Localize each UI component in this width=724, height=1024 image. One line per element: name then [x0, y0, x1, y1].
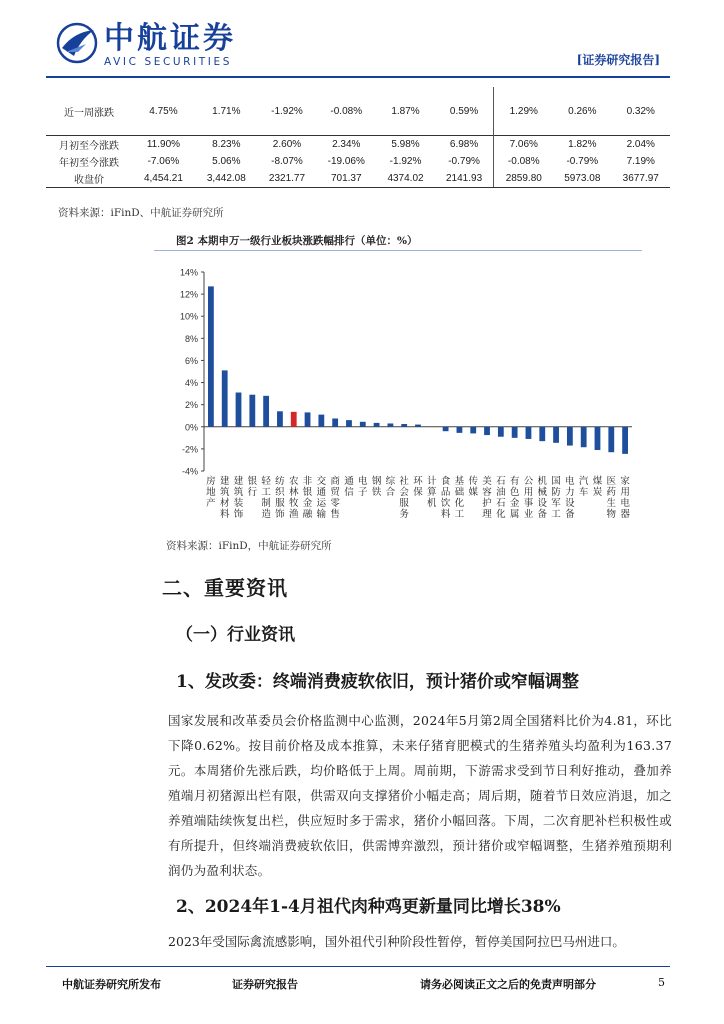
category-label: 农 — [288, 476, 299, 487]
table-cell: -1.92% — [389, 156, 422, 167]
bar — [457, 427, 463, 433]
category-label: 金 — [509, 498, 520, 509]
category-label: 环 — [413, 476, 423, 487]
category-label: 综 — [385, 476, 396, 487]
category-label: 用 — [523, 487, 534, 498]
table-cell: 2.04% — [612, 136, 670, 154]
category-label: 产 — [206, 498, 216, 509]
table-cell: -19.06% — [327, 156, 365, 167]
category-label: 化 — [496, 509, 506, 520]
category-label: 地 — [206, 487, 216, 498]
category-label: 造 — [261, 509, 271, 520]
category-label: 运 — [316, 498, 327, 509]
bar — [581, 427, 587, 447]
category-label: 国 — [551, 476, 561, 487]
category-label: 料 — [440, 509, 451, 520]
category-label: 媒 — [468, 487, 478, 498]
category-label: 装 — [233, 498, 244, 509]
y-tick-label: 12% — [179, 289, 198, 300]
category-label: 保 — [413, 487, 423, 498]
category-label: 钢 — [371, 476, 382, 487]
category-label: 理 — [482, 509, 492, 520]
category-label: 制 — [261, 498, 271, 509]
y-tick-label: 2% — [184, 400, 198, 411]
category-label: 用 — [620, 487, 630, 498]
category-label: 工 — [551, 509, 561, 520]
bar — [208, 286, 214, 426]
bar — [484, 427, 490, 435]
category-label: 筑 — [233, 487, 244, 498]
table-cell: 4374.02 — [376, 170, 434, 188]
category-label: 材 — [219, 498, 230, 509]
category-label: 务 — [399, 509, 409, 520]
footer-divider — [46, 966, 670, 967]
category-label: 军 — [551, 498, 561, 509]
section-heading: 二、重要资讯 — [162, 576, 288, 600]
category-label: 铁 — [371, 487, 382, 498]
table-cell: 7.06% — [494, 136, 553, 154]
category-label: 设 — [565, 498, 575, 509]
category-label: 础 — [454, 487, 465, 498]
category-label: 力 — [565, 487, 575, 498]
table-cell: 6.98% — [435, 136, 494, 154]
bar — [332, 418, 338, 426]
table-cell: 3,442.08 — [195, 170, 258, 188]
report-tag: [证券研究报告] — [576, 53, 660, 67]
bar — [374, 423, 380, 427]
bar — [222, 370, 228, 426]
y-tick-label: 10% — [179, 311, 198, 322]
category-label: 色 — [509, 487, 520, 498]
table-cell: 5.98% — [376, 136, 434, 154]
bar — [387, 423, 393, 426]
bar — [249, 395, 255, 427]
category-label: 纺 — [275, 476, 285, 487]
category-label: 会 — [399, 487, 409, 498]
category-label: 银 — [302, 487, 313, 498]
category-label: 输 — [316, 509, 327, 520]
y-tick-label: -4% — [181, 466, 198, 477]
category-label: 电 — [565, 476, 575, 487]
category-label: 石 — [496, 476, 506, 487]
bar — [346, 420, 352, 427]
category-label: 通 — [344, 476, 354, 487]
table-cell: 2.60% — [258, 136, 316, 154]
footer-report-type: 证券研究报告 — [232, 978, 298, 991]
category-label: 事 — [523, 498, 534, 509]
category-label: 子 — [358, 487, 368, 498]
bar — [360, 422, 366, 427]
bar — [236, 393, 242, 427]
row-label: 年初至今涨跌 — [59, 158, 119, 169]
category-label: 食 — [440, 476, 451, 487]
table-cell: 5.06% — [212, 156, 241, 167]
bar — [553, 427, 559, 443]
category-label: 煤 — [592, 476, 603, 487]
row-label: 月初至今涨跌 — [46, 136, 132, 154]
category-label: 公 — [523, 476, 534, 487]
bar — [401, 424, 407, 427]
table-cell: 2141.93 — [435, 170, 494, 188]
category-label: 饮 — [440, 498, 451, 509]
table-cell: 11.90% — [132, 136, 195, 154]
category-label: 轻 — [261, 476, 271, 487]
category-label: 贸 — [330, 487, 340, 498]
category-label: 社 — [399, 476, 409, 487]
figure-title: 图2 本期申万一级行业板块涨跌幅排行（单位：%） — [176, 235, 418, 247]
category-label: 通 — [316, 487, 327, 498]
category-label: 护 — [482, 498, 492, 509]
category-label: 油 — [496, 487, 506, 498]
category-label: 家 — [620, 476, 630, 487]
bar — [595, 427, 601, 450]
category-label: 饰 — [275, 509, 285, 520]
y-tick-label: 8% — [184, 333, 198, 344]
category-label: 房 — [206, 476, 216, 487]
category-label: 计 — [427, 476, 437, 487]
table-row — [46, 87, 670, 136]
category-label: 交 — [316, 476, 327, 487]
category-label: 机 — [537, 476, 548, 487]
table-cell: 4,454.21 — [132, 170, 195, 188]
header-divider — [46, 76, 670, 78]
table-cell: 7.19% — [626, 156, 655, 167]
table-row — [46, 153, 670, 170]
table-cell: 701.37 — [316, 170, 376, 188]
category-label: 信 — [344, 487, 354, 498]
category-label: 化 — [454, 498, 465, 509]
bar — [277, 411, 283, 426]
category-label: 石 — [496, 498, 506, 509]
category-label: 机 — [427, 498, 437, 509]
category-label: 商 — [330, 476, 340, 487]
brand-name: 中航证券 — [104, 21, 236, 56]
table-cell: 4.75% — [149, 105, 178, 117]
table-cell: -0.79% — [448, 156, 480, 167]
table-cell: 8.23% — [195, 136, 258, 154]
table-cell: -0.08% — [330, 105, 363, 117]
bar — [567, 427, 573, 446]
category-label: 传 — [468, 476, 478, 487]
category-label: 工 — [261, 487, 271, 498]
category-label: 容 — [482, 487, 492, 498]
y-tick-label: 4% — [184, 378, 198, 389]
category-label: 医 — [606, 476, 617, 487]
table-cell: 5973.08 — [553, 170, 611, 188]
category-label: 业 — [523, 509, 534, 520]
bar — [498, 427, 504, 437]
bar — [305, 412, 311, 426]
y-tick-label: 6% — [184, 355, 198, 366]
category-label: 物 — [606, 509, 617, 520]
category-label: 有 — [509, 476, 520, 487]
table-cell: 0.32% — [626, 105, 655, 117]
category-label: 售 — [330, 509, 340, 520]
table-row — [46, 136, 670, 154]
category-label: 林 — [288, 487, 299, 498]
category-label: 建 — [233, 476, 244, 487]
category-label: 非 — [302, 476, 313, 487]
category-label: 基 — [454, 476, 465, 487]
row-label: 收盘价 — [46, 170, 132, 188]
table-row — [46, 170, 670, 188]
bar — [263, 396, 269, 427]
category-label: 料 — [219, 509, 230, 520]
brand-name-en: AVIC SECURITIES — [104, 56, 232, 68]
category-label: 零 — [330, 498, 340, 509]
category-label: 筑 — [219, 487, 230, 498]
category-label: 服 — [275, 498, 285, 509]
bar — [526, 427, 532, 439]
category-label: 工 — [454, 509, 465, 520]
category-label: 行 — [247, 487, 258, 498]
table-cell: 2.34% — [316, 136, 376, 154]
footer-disclaimer: 请务必阅读正文之后的免责声明部分 — [420, 978, 596, 991]
table-cell: 1.29% — [494, 87, 553, 136]
y-tick-label: -2% — [181, 444, 198, 455]
bar — [443, 427, 449, 431]
sub-heading: （一）行业资讯 — [176, 625, 295, 645]
avic-logo-icon — [56, 22, 98, 64]
index-performance-table — [46, 87, 670, 188]
bar — [512, 427, 518, 438]
category-label: 服 — [399, 498, 409, 509]
page-number: 5 — [658, 976, 665, 989]
category-label: 饰 — [233, 509, 244, 520]
category-label: 生 — [606, 498, 617, 509]
category-label: 美 — [482, 476, 492, 487]
category-label: 融 — [302, 509, 313, 520]
category-label: 银 — [247, 476, 258, 487]
bar — [318, 415, 324, 427]
category-label: 电 — [620, 498, 630, 509]
news-item-2-body: 2023年受国际禽流感影响，国外祖代引种阶段性暂停，暂停美国阿拉巴马州进口。 — [168, 934, 625, 949]
y-tick-label: 14% — [179, 267, 198, 278]
category-label: 金 — [302, 498, 313, 509]
table-cell: -0.08% — [494, 153, 553, 170]
category-label: 备 — [565, 509, 575, 520]
industry-change-bar-chart — [154, 262, 644, 534]
news-item-1-title: 1、发改委：终端消费疲软依旧，预计猪价或窄幅调整 — [176, 672, 579, 692]
bar — [470, 427, 476, 434]
table-cell: -7.06% — [147, 156, 180, 167]
table-cell: 1.71% — [212, 105, 241, 117]
category-label: 备 — [537, 509, 548, 520]
table-cell: 0.59% — [449, 105, 479, 117]
category-label: 汽 — [578, 476, 589, 487]
category-label: 算 — [427, 487, 437, 498]
table-cell: -0.79% — [566, 156, 599, 167]
table-cell: 2859.80 — [494, 170, 553, 188]
bar — [622, 427, 628, 454]
table-cell: 0.26% — [568, 105, 597, 117]
category-label: 药 — [606, 487, 617, 498]
bar — [291, 412, 297, 427]
table-cell: 1.87% — [391, 105, 420, 117]
figure-source: 资料来源：iFinD，中航证券研究所 — [166, 540, 332, 552]
table-source: 资料来源：iFinD、中航证券研究所 — [58, 207, 224, 219]
category-label: 设 — [537, 498, 548, 509]
category-label: 炭 — [592, 487, 603, 498]
category-label: 建 — [219, 476, 230, 487]
y-tick-label: 0% — [184, 422, 198, 433]
category-label: 械 — [537, 487, 548, 498]
bar — [608, 427, 614, 452]
table-cell: 2321.77 — [258, 170, 316, 188]
bar — [539, 427, 545, 441]
table-cell: -8.07% — [271, 156, 303, 167]
table-cell: 3677.97 — [612, 170, 670, 188]
category-label: 织 — [275, 487, 285, 498]
bar — [415, 425, 421, 427]
table-cell: -1.92% — [271, 105, 303, 117]
category-label: 电 — [358, 476, 368, 487]
category-label: 渔 — [288, 509, 299, 520]
category-label: 车 — [578, 487, 589, 498]
table-cell: 1.82% — [553, 136, 611, 154]
category-label: 防 — [551, 487, 561, 498]
news-item-2-title: 2、2024年1-4月祖代肉种鸡更新量同比增长38% — [176, 897, 561, 917]
category-label: 品 — [440, 487, 451, 498]
category-label: 牧 — [288, 498, 299, 509]
news-item-1-body: 国家发展和改革委员会价格监测中心监测，2024年5月第2周全国猪料比价为4.81，环比下降0.62%。按目前价格及成本推算，未来仔猪育肥模式的生猪养殖头均盈利为163.37元。本周猪价先涨后跌，均价略低于上周。周前期，下游需求受到节日利好推动，叠加养殖端月初猪源出栏有限，供需双向支撑猪价小幅走高；周后期，随着节日效应消退，加之养殖端陆续恢复出栏，供应短时多于需求，猪价小幅回落。下周，二次育肥补栏积极性或有所提升，但终端消费疲软依旧，供需博弈激烈，预计猪价或窄幅调整，生猪养殖预期利润仍为盈利状态。 — [168, 713, 672, 878]
category-label: 属 — [509, 509, 520, 520]
footer-publisher: 中航证券研究所发布 — [62, 978, 161, 991]
category-label: 合 — [385, 487, 396, 498]
row-label: 近一周涨跌 — [64, 107, 114, 119]
category-label: 器 — [620, 509, 630, 520]
